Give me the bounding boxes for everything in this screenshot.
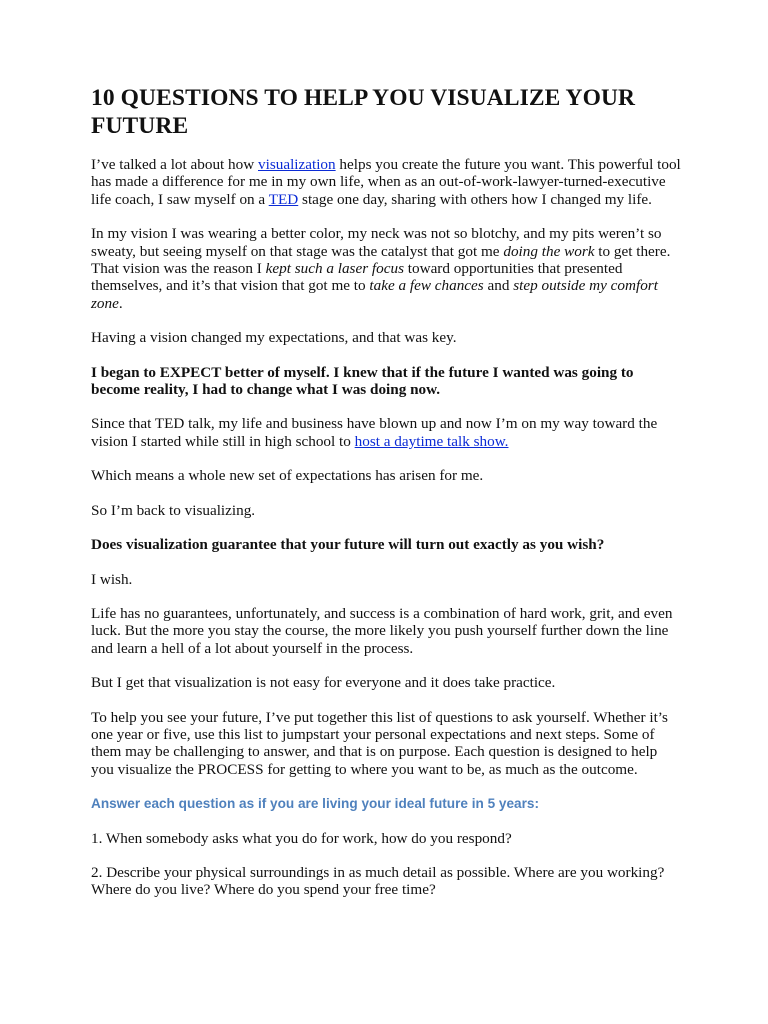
question-2: 2. Describe your physical surroundings in as much detail as possible. Where are you working? Where do you live? Where do you spend your free time? <box>91 863 665 899</box>
talk-show-link[interactable]: host a daytime talk show. <box>354 432 509 450</box>
text: and <box>483 277 514 295</box>
paragraph-no-guarantees: Life has no guarantees, unfortunately, and success is a combination of hard work, grit, and even luck. But the more you stay the course, the more likely you push yourself further down the line and learn a hell of a lot about yourself in the process. <box>91 604 673 657</box>
text: I’ve talked a lot about how <box>91 156 259 173</box>
ted-link[interactable]: TED <box>268 190 299 208</box>
answer-instructions-heading: Answer each question as if you are living your ideal future in 5 years: <box>91 796 539 812</box>
text: helps you create the future you want. This powerful tool has made a difference for me in my own life, when as an out-of-work-lawyer-turned-executive life coach, I saw myself on a <box>91 156 681 208</box>
paragraph-expectations: Having a vision changed my expectations, and that was key. <box>91 329 457 347</box>
text: to get there. That vision was the reason I <box>91 242 671 278</box>
paragraph-intro <box>91 156 681 208</box>
paragraph-practice: But I get that visualization is not easy for everyone and it does take practice. <box>91 674 556 692</box>
paragraph-guarantee-question: Does visualization guarantee that your future will turn out exactly as you wish? <box>91 536 605 554</box>
paragraph-ted-talk <box>91 415 681 450</box>
page-title: 10 QUESTIONS TO HELP YOU VISUALIZE YOUR FUTURE <box>91 85 636 139</box>
text: toward opportunities that presented themselves, and it’s that vision that got me to <box>91 260 623 295</box>
visualization-link[interactable]: visualization <box>258 156 336 173</box>
paragraph-new-expectations: Which means a whole new set of expectations has arisen for me. <box>91 467 484 485</box>
paragraph-vision <box>91 225 681 312</box>
text: stage one day, sharing with others how I changed my life. <box>298 190 652 208</box>
document-page <box>91 84 681 916</box>
italic-text: doing the work <box>503 242 595 260</box>
text: . <box>118 294 123 312</box>
question-1: 1. When somebody asks what you do for work, how do you respond? <box>91 829 512 847</box>
paragraph-expect-bold: I began to EXPECT better of myself. I knew that if the future I wanted was going to become reality, I had to change what I was doing now. <box>91 363 634 399</box>
paragraph-i-wish: I wish. <box>91 570 133 588</box>
text: In my vision I was wearing a better color, my neck was not so blotchy, and my pits weren’t so sweaty, but seeing myself on that stage was the catalyst that got me <box>91 225 662 260</box>
italic-text: step outside my comfort zone <box>91 277 658 312</box>
italic-text: kept such a laser focus <box>265 260 404 278</box>
italic-text: take a few chances <box>369 277 484 295</box>
paragraph-questions-intro: To help you see your future, I’ve put together this list of questions to ask yourself. Whether it’s one year or five, use this list to jumpstart your personal expectations and next steps. Some of them may be challenging to answer, and that is on purpose. Each question is designed to help you visualize the PROCESS for getting to where you want to be, as much as the outcome. <box>91 708 668 778</box>
paragraph-back-to-visualizing: So I’m back to visualizing. <box>91 501 256 519</box>
text: Since that TED talk, my life and business have blown up and now I’m on my way toward the vision I started while still in high school to <box>91 415 658 450</box>
